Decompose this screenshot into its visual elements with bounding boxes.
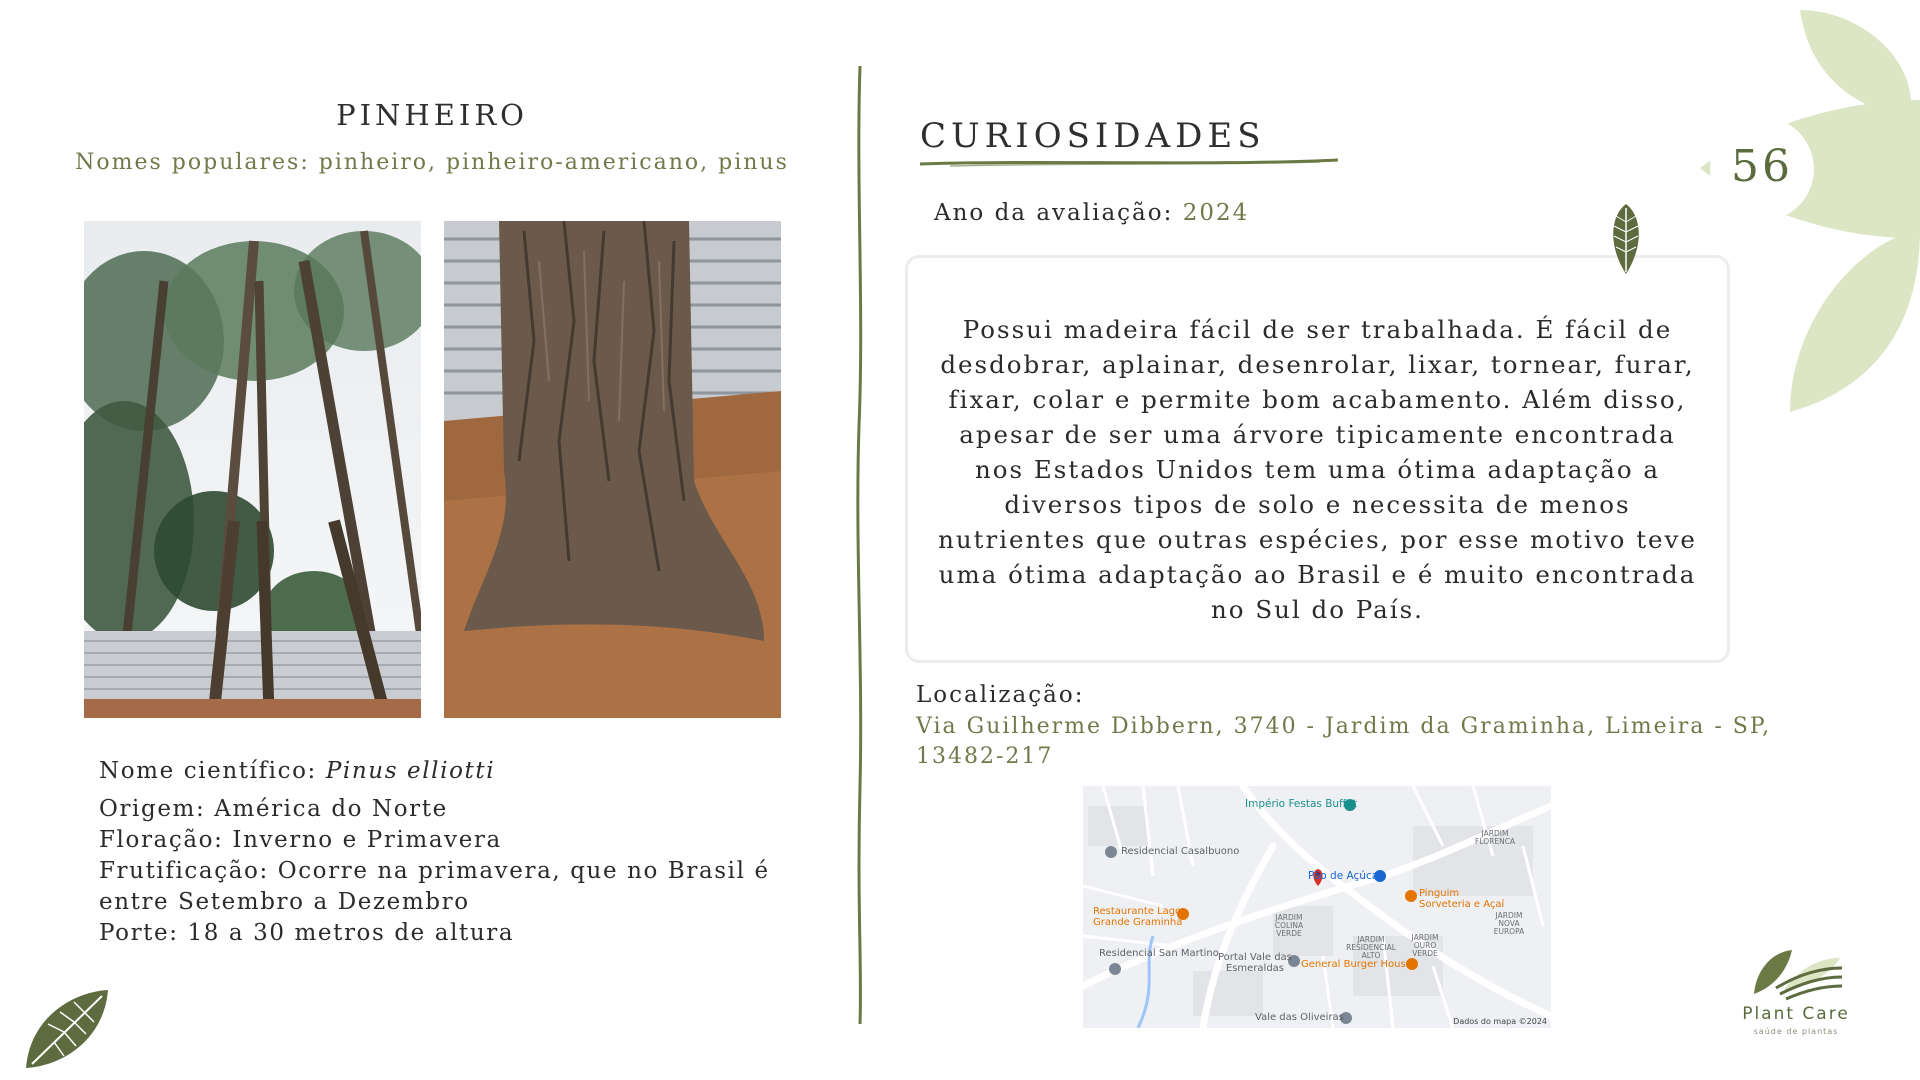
map-credit: Dados do mapa ©2024 bbox=[1453, 1017, 1547, 1026]
scientific-name-row bbox=[99, 756, 799, 787]
map-label-restaurante-line1: Restaurante Lago bbox=[1093, 906, 1182, 917]
evaluation-year-label: Ano da avaliação: bbox=[934, 200, 1174, 226]
scientific-name-label: Nome científico: bbox=[99, 758, 317, 784]
map-district-florenca: JARDIM FLORENCA bbox=[1475, 829, 1516, 846]
map-label-pao-de-acucar: Pão de Açúcar bbox=[1308, 870, 1383, 882]
map-label-pinguim-line1: Pinguim bbox=[1419, 888, 1460, 899]
flowering-row bbox=[99, 825, 799, 856]
brand-tagline: saúde de plantas bbox=[1753, 1027, 1839, 1036]
brand-name: Plant Care bbox=[1742, 1004, 1850, 1024]
curiosities-title: CURIOSIDADES bbox=[920, 116, 1266, 156]
map-label-restaurante bbox=[1093, 906, 1182, 928]
popular-names bbox=[0, 150, 864, 175]
flowering-value: Inverno e Primavera bbox=[232, 827, 502, 853]
curiosities-card bbox=[905, 255, 1730, 663]
vertical-divider bbox=[852, 66, 868, 1024]
fruiting-value: Ocorre na primavera, que no Brasil é entre Setembro a Dezembro bbox=[99, 858, 770, 915]
map-label-general-burger: General Burger House bbox=[1301, 959, 1412, 970]
size-label: Porte: bbox=[99, 920, 179, 946]
size-row bbox=[99, 918, 799, 949]
map-label-portal-line1: Portal Vale das bbox=[1218, 952, 1292, 963]
location-address: Via Guilherme Dibbern, 3740 - Jardim da Graminha, Limeira - SP, 13482-217 bbox=[916, 714, 1772, 769]
map-label-imperio: Império Festas Buffet bbox=[1245, 798, 1357, 810]
curiosities-text: Possui madeira fácil de ser trabalhada. É fácil de desdobrar, aplainar, desenrolar, lixar, tornear, furar, fixar, colar e permite bom acabamento. Além disso, apesar de ser uma árvore tipicamente encontrada nos Estados Unidos tem uma ótima adaptação a diversos tipos de solo e necessita de menos nutrientes que outras espécies, por esse motivo teve uma ótima adaptação ao Brasil e é muito encontrada no Sul do País. bbox=[938, 315, 1697, 624]
fruiting-row bbox=[99, 856, 799, 918]
map-district-ouro-verde: JARDIM OURO VERDE bbox=[1411, 933, 1439, 958]
pine-trees-photo bbox=[84, 221, 421, 718]
popular-names-label: Nomes populares: bbox=[75, 150, 310, 175]
location-map[interactable] bbox=[1083, 786, 1551, 1028]
origin-value: América do Norte bbox=[214, 796, 448, 822]
leaf-pin-icon bbox=[1608, 202, 1644, 276]
evaluation-year bbox=[934, 200, 1249, 226]
map-label-vale-oliveiras: Vale das Oliveiras bbox=[1255, 1012, 1344, 1023]
map-label-pinguim bbox=[1419, 888, 1504, 910]
pine-trunk-photo bbox=[444, 221, 781, 718]
map-label-pinguim-line2: Sorveteria e Açaí bbox=[1419, 899, 1505, 910]
map-district-residencial-alto: JARDIM RESIDENCIAL ALTO bbox=[1346, 935, 1396, 960]
map-label-portal bbox=[1218, 952, 1292, 974]
plant-care-logo-icon bbox=[1746, 944, 1846, 1000]
location-label: Localização: bbox=[916, 682, 1085, 708]
title-underline bbox=[920, 156, 1338, 170]
page-number: 56 bbox=[1731, 141, 1793, 192]
popular-names-value: pinheiro, pinheiro-americano, pinus bbox=[318, 150, 789, 175]
map-label-portal-line2: Esmeraldas bbox=[1225, 963, 1285, 974]
size-value: 18 a 30 metros de altura bbox=[187, 920, 515, 946]
map-district-colina-verde: JARDIM COLINA VERDE bbox=[1274, 913, 1304, 938]
plant-title: PINHEIRO bbox=[336, 98, 528, 132]
leaf-icon bbox=[22, 988, 110, 1072]
plant-facts bbox=[99, 756, 799, 949]
evaluation-year-value: 2024 bbox=[1182, 200, 1250, 226]
map-label-restaurante-line2: Grande Graminha bbox=[1093, 917, 1183, 928]
map-label-residencial-casalbuono: Residencial Casalbuono bbox=[1121, 846, 1240, 857]
origin-row bbox=[99, 794, 799, 825]
map-district-nova-europa: JARDIM NOVA EUROPA bbox=[1493, 911, 1525, 936]
map-label-residencial-san-martino: Residencial San Martino bbox=[1099, 948, 1219, 959]
scientific-name-value: Pinus elliotti bbox=[325, 758, 496, 784]
flowering-label: Floração: bbox=[99, 827, 224, 853]
fruiting-label: Frutificação: bbox=[99, 858, 269, 884]
origin-label: Origem: bbox=[99, 796, 206, 822]
plant-care-logo bbox=[1726, 944, 1866, 1064]
